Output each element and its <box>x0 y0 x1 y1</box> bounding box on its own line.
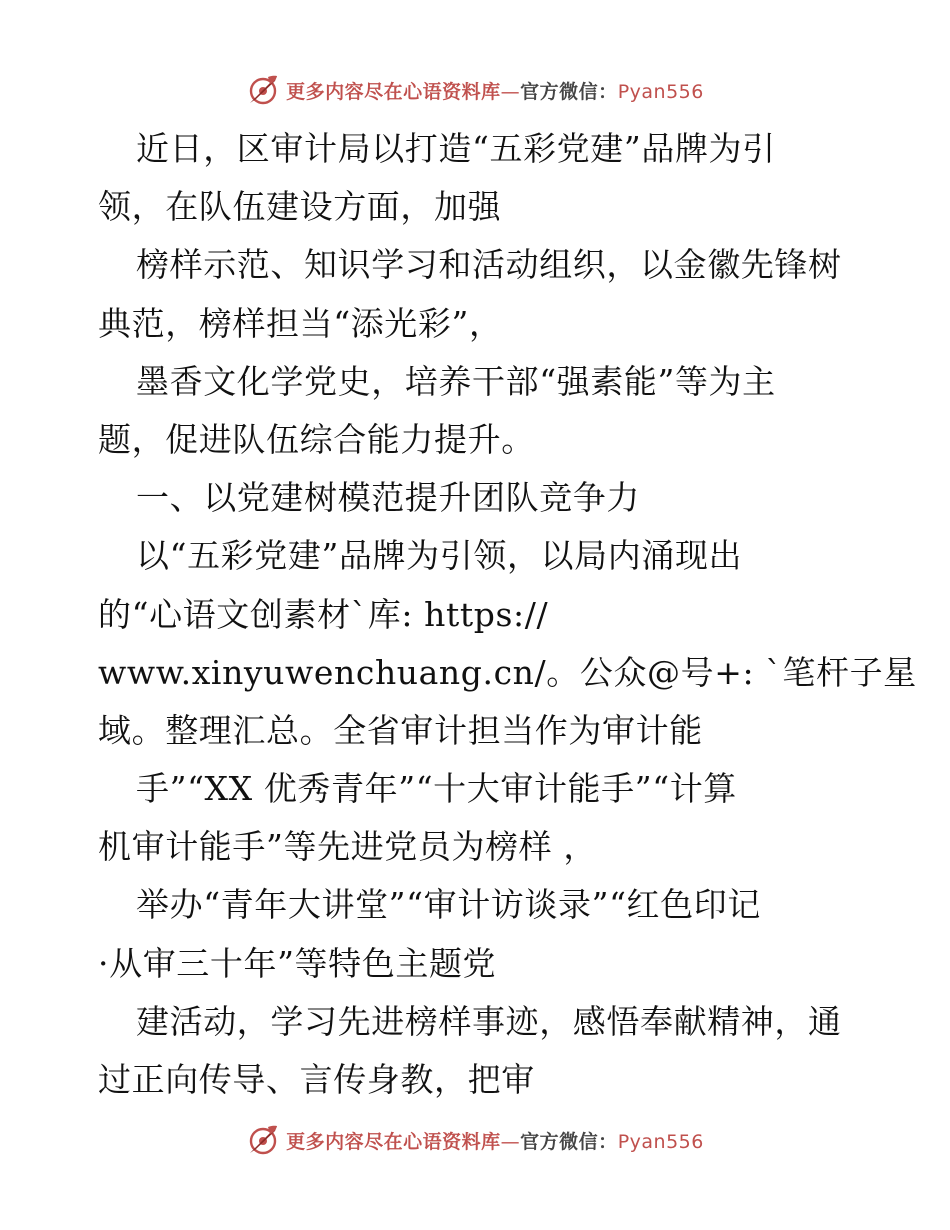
text-line: 建活动，学习先进榜样事迹，感悟奉献精神，通 <box>136 1001 842 1041</box>
text-line: 题，促进队伍综合能力提升。 <box>98 419 535 459</box>
text-line: 机审计能手”等先进党员为榜样 ， <box>98 827 597 867</box>
footer-watermark-banner <box>0 1120 950 1160</box>
text-line: 的“心语文创素材`库: https:// <box>98 594 549 634</box>
text-line: 过正向传导、言传身教，把审 <box>98 1060 535 1099</box>
text-line: 领，在队伍建设方面，加强 <box>98 187 502 227</box>
banner-dash: — <box>500 80 521 103</box>
banner-wechat-label: 官方微信： <box>520 1130 618 1153</box>
banner-dash: — <box>500 1130 521 1153</box>
banner-wechat-label: 官方微信： <box>520 80 618 103</box>
text-line: 榜样示范、知识学习和活动组织，以金徽先锋树 <box>136 245 842 285</box>
quill-pen-logo-icon <box>246 1123 280 1157</box>
text-line: 墨香文化学党史，培养干部“强素能”等为主 <box>136 361 776 401</box>
text-line: 手”“XX 优秀青年”“十大审计能手”“计算 <box>136 769 737 809</box>
section-heading: 一、以党建树模范提升团队竞争力 <box>136 478 640 518</box>
text-line: www.xinyuwenchuang.cn/。公众@号+: `笔杆子星 <box>98 652 917 692</box>
banner-main-text: 更多内容尽在心语资料库 <box>286 80 501 103</box>
text-line: 举办“青年大讲堂”“审计访谈录”“红色印记 <box>136 885 761 925</box>
text-line: 典范，榜样担当“添光彩”， <box>98 303 503 343</box>
text-line: ·从审三十年”等特色主题党 <box>98 943 497 983</box>
header-watermark-banner <box>0 70 950 110</box>
quill-pen-logo-icon <box>246 73 280 107</box>
text-line: 近日，区审计局以打造“五彩党建”品牌为引 <box>136 129 776 168</box>
document-body <box>98 120 917 1109</box>
banner-wechat-id: Pyan556 <box>617 80 704 103</box>
text-line: 以“五彩党建”品牌为引领，以局内涌现出 <box>136 536 743 576</box>
banner-main-text: 更多内容尽在心语资料库 <box>286 1130 501 1153</box>
banner-wechat-id: Pyan556 <box>617 1130 704 1153</box>
text-line: 域。整理汇总。全省审计担当作为审计能 <box>98 710 703 750</box>
